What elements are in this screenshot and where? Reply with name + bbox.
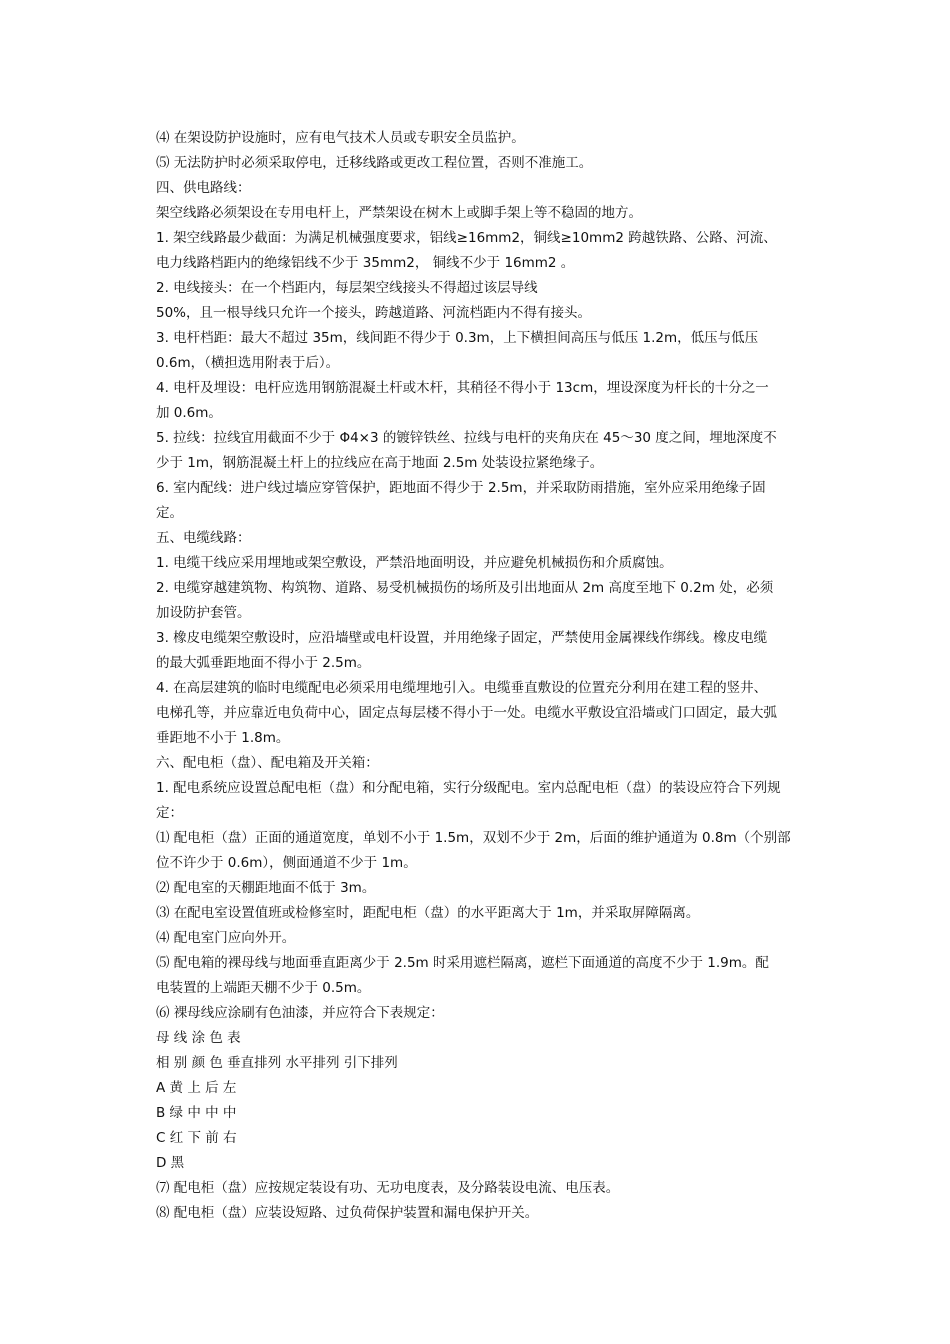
text-line: 加设防护套管。 (156, 605, 251, 621)
text-line: ⑺ 配电柜（盘）应按规定装设有功、无功电度表，及分路装设电流、电压表。 (156, 1180, 620, 1196)
text-line: 电力线路档距内的绝缘铝线不少于 35mm2， 铜线不少于 16mm2 。 (156, 255, 575, 271)
document-body (156, 126, 800, 1226)
text-line: 电装置的上端距天棚不少于 0.5m。 (156, 980, 371, 996)
text-line: 1. 电缆干线应采用埋地或架空敷设，严禁沿地面明设，并应避免机械损伤和介质腐蚀。 (156, 555, 673, 571)
text-line: A 黄 上 后 左 (156, 1080, 237, 1096)
text-line: 定。 (156, 505, 183, 521)
text-line: 位不许少于 0.6m），侧面通道不少于 1m。 (156, 855, 417, 871)
text-line: ⑸ 无法防护时必须采取停电，迁移线路或更改工程位置，否则不准施工。 (156, 155, 593, 171)
text-line: ⑹ 裸母线应涂刷有色油漆，并应符合下表规定： (156, 1005, 444, 1021)
text-line: ⑻ 配电柜（盘）应装设短路、过负荷保护装置和漏电保护开关。 (156, 1205, 539, 1221)
text-line: 4. 在高层建筑的临时电缆配电必须采用电缆埋地引入。电缆垂直敷设的位置充分利用在建工程的竖井、 (156, 680, 768, 696)
text-line: 3. 电杆档距：最大不超过 35m，线间距不得少于 0.3m，上下横担间高压与低压 1.2m，低压与低压 (156, 330, 759, 346)
text-line: D 黑 (156, 1155, 185, 1171)
text-line: ⑷ 在架设防护设施时，应有电气技术人员或专职安全员监护。 (156, 130, 525, 146)
text-line: 0.6m，（横担选用附表于后）。 (156, 355, 340, 371)
text-line: 的最大弧垂距地面不得小于 2.5m。 (156, 655, 371, 671)
text-line: 六、配电柜（盘）、配电箱及开关箱： (156, 755, 379, 771)
text-line: ⑶ 在配电室设置值班或检修室时，距配电柜（盘）的水平距离大于 1m，并采取屏障隔离。 (156, 905, 700, 921)
text-line: 少于 1m，钢筋混凝土杆上的拉线应在高于地面 2.5m 处装设拉紧绝缘子。 (156, 455, 604, 471)
text-line: 垂距地不小于 1.8m。 (156, 730, 290, 746)
text-line: 6. 室内配线：进户线过墙应穿管保护，距地面不得少于 2.5m，并采取防雨措施，室外应采用绝缘子固 (156, 480, 766, 496)
text-line: 定： (156, 805, 183, 821)
text-line: 3. 橡皮电缆架空敷设时，应沿墙壁或电杆设置，并用绝缘子固定，严禁使用金属裸线作绑线。橡皮电缆 (156, 630, 768, 646)
text-line: 50%，且一根导线只允许一个接头，跨越道路、河流档距内不得有接头。 (156, 305, 592, 321)
text-line: ⑵ 配电室的天棚距地面不低于 3m。 (156, 880, 376, 896)
text-line: 1. 配电系统应设置总配电柜（盘）和分配电箱，实行分级配电。室内总配电柜（盘）的装设应符合下列规 (156, 780, 781, 796)
text-line: ⑴ 配电柜（盘）正面的通道宽度，单划不小于 1.5m，双划不少于 2m，后面的维护通道为 0.8m（个别部 (156, 830, 791, 846)
text-line: 加 0.6m。 (156, 405, 222, 421)
text-line: 2. 电缆穿越建筑物、构筑物、道路、易受机械损伤的场所及引出地面从 2m 高度至地下 0.2m 处，必须 (156, 580, 774, 596)
text-line: 5. 拉线：拉线宜用截面不少于 Φ4×3 的镀锌铁丝、拉线与电杆的夹角庆在 45～30 度之间，埋地深度不 (156, 430, 777, 446)
text-line: 四、供电路线： (156, 180, 251, 196)
text-line: 母 线 涂 色 表 (156, 1030, 241, 1046)
text-line: 1. 架空线路最少截面：为满足机械强度要求，铝线≥16mm2，铜线≥10mm2 跨越铁路、公路、河流、 (156, 230, 777, 246)
text-line: 4. 电杆及埋设：电杆应选用钢筋混凝土杆或木杆，其稍径不得小于 13cm，埋设深度为杆长的十分之一 (156, 380, 769, 396)
text-line: ⑸ 配电箱的裸母线与地面垂直距离少于 2.5m 时采用遮栏隔离，遮栏下面通道的高度不少于 1.9m。配 (156, 955, 769, 971)
text-line: ⑷ 配电室门应向外开。 (156, 930, 296, 946)
text-line: 架空线路必须架设在专用电杆上，严禁架设在树木上或脚手架上等不稳固的地方。 (156, 205, 642, 221)
text-line: 2. 电线接头：在一个档距内，每层架空线接头不得超过该层导线 (156, 280, 538, 296)
text-line: 五、电缆线路： (156, 530, 251, 546)
text-line: B 绿 中 中 中 (156, 1105, 237, 1121)
text-line: 相 别 颜 色 垂直排列 水平排列 引下排列 (156, 1055, 398, 1071)
text-line: C 红 下 前 右 (156, 1130, 237, 1146)
text-line: 电梯孔等，并应靠近电负荷中心，固定点每层楼不得小于一处。电缆水平敷设宜沿墙或门口固定，最大弧 (156, 705, 777, 721)
